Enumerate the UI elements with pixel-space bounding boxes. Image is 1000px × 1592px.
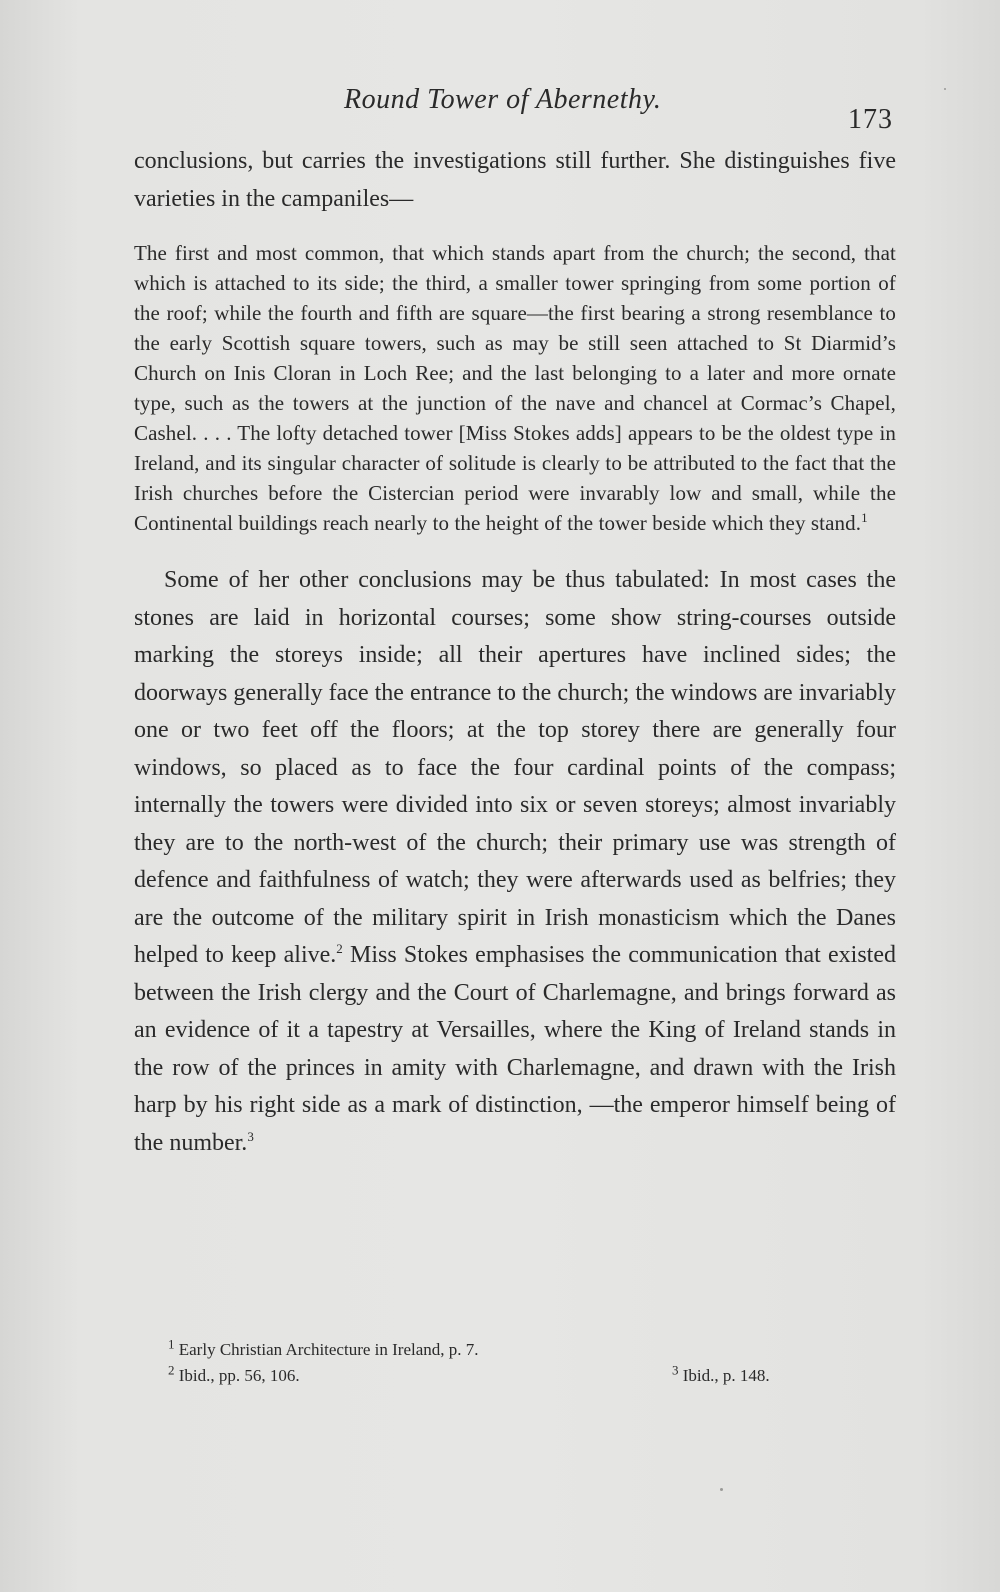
page-number: 173 (848, 104, 893, 135)
body-text (134, 142, 896, 1162)
lead-paragraph (134, 142, 896, 218)
main-paragraph (134, 562, 896, 1162)
footnote-ref-2[interactable]: 2 (336, 941, 343, 956)
block-quote (134, 238, 896, 538)
footnote-marker-1: 1 (168, 1336, 175, 1352)
footnote-text-1: Early Christian Architecture in Ireland, p. 7. (174, 1340, 479, 1359)
paper-speck (944, 88, 946, 90)
footnote-text-3: Ibid., p. 148. (678, 1366, 770, 1385)
footnote-row-1 (168, 1337, 828, 1363)
running-head (0, 84, 1000, 135)
main-paragraph-text-2: Miss Stokes emphasises the communication that existed between the Irish clergy and the Court of Charlemagne, and brings forward as an evidence of it a tapestry at Versailles, where the King of Ireland stands in the row of the princes in amity with Charlemagne, and drawn with the Irish harp by his right side as a mark of distinction, —the emperor himself being of the number. (134, 942, 896, 1156)
footnote-marker-2: 2 (168, 1362, 175, 1378)
footnote-1 (168, 1337, 828, 1363)
footnote-ref-1[interactable]: 1 (861, 510, 868, 525)
footnote-text-2: Ibid., pp. 56, 106. (174, 1366, 300, 1385)
footnote-row-2 (168, 1363, 828, 1389)
footnotes (168, 1337, 828, 1389)
footnote-ref-3[interactable]: 3 (247, 1128, 254, 1144)
main-paragraph-text-1: Some of her other conclusions may be thus tabulated: In most cases the stones are laid in horizontal courses; some show string-courses outside marking the storeys inside; all their apertures have inclined sides; the doorways generally face the entrance to the church; the windows are invariably one or two feet off the floors; at the top storey there are generally four windows, so placed as to face the four cardinal points of the compass; internally the towers were divided into six or seven storeys; almost invariably they are to the north-west of the church; their primary use was strength of defence and faithfulness of watch; they were afterwards used as belfries; they are the outcome of the military spirit in Irish monasticism which the Danes helped to keep alive. (134, 567, 896, 968)
block-quote-text: The first and most common, that which stands apart from the church; the second, that which is attached to its side; the third, a smaller tower springing from some portion of the roof; while the fourth and fifth are square—the first bearing a strong resemblance to the early Scottish square towers, such as may be still seen attached to St Diarmid’s Church on Inis Cloran in Loch Ree; and the last belonging to a later and more ornate type, such as the towers at the junction of the nave and chancel at Cormac’s Chapel, Cashel. . . . The lofty detached tower [Miss Stokes adds] appears to be the oldest type in Ireland, and its singular character of solitude is clearly to be attributed to the fact that the Irish churches before the Cistercian period were invarably low and small, while the Continental buildings reach nearly to the height of the tower beside which they stand. (134, 241, 896, 535)
footnote-3 (672, 1363, 770, 1389)
paper-speck (720, 1488, 723, 1491)
footnote-marker-3: 3 (672, 1362, 679, 1378)
lead-paragraph-text: conclusions, but carries the investigations still further. She distinguishes five varieties in the campaniles— (134, 148, 896, 212)
running-title: Round Tower of Abernethy. (344, 84, 662, 115)
